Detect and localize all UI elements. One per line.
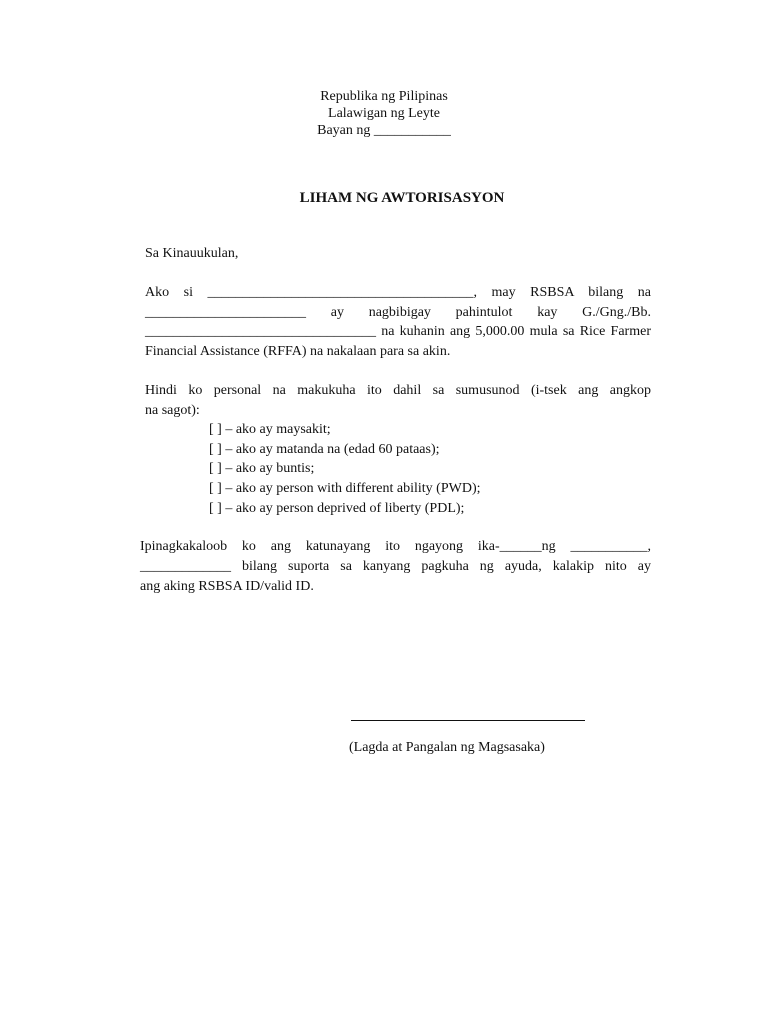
signature-line xyxy=(351,720,585,721)
checklist-item-pwd[interactable]: [ ] – ako ay person with different ability (PWD); xyxy=(209,481,481,497)
reason-checklist xyxy=(209,420,481,519)
header-province: Lalawigan ng Leyte xyxy=(328,106,440,121)
paragraph-line: na sagot): xyxy=(145,402,200,418)
letter-title: LIHAM NG AWTORISASYON xyxy=(299,190,505,206)
header-country: Republika ng Pilipinas xyxy=(320,89,448,104)
checklist-item-sick[interactable]: [ ] – ako ay maysakit; xyxy=(209,422,331,437)
signature-caption: (Lagda at Pangalan ng Magsasaka) xyxy=(349,740,545,755)
checklist-item-pdl[interactable]: [ ] – ako ay person deprived of liberty (PDL); xyxy=(209,500,465,516)
paragraph-line: Ako si ______________________________________, may RSBSA bilang na xyxy=(145,285,651,300)
authorization-paragraph xyxy=(145,283,651,361)
paragraph-line: _______________________ ay nagbibigay pahintulot kay G./Gng./Bb. xyxy=(145,304,651,320)
letter-header xyxy=(0,88,768,139)
paragraph-line: Ipinagkakaloob ko ang katunayang ito ngayong ika-______ng ___________, xyxy=(140,539,651,554)
attestation-paragraph xyxy=(140,537,651,596)
paragraph-line: _____________ bilang suporta sa kanyang pagkuha ng ayuda, kalakip nito ay xyxy=(140,558,651,574)
paragraph-line: Financial Assistance (RFFA) na nakalaan para sa akin. xyxy=(145,343,451,359)
paragraph-line: ang aking RSBSA ID/valid ID. xyxy=(140,578,314,594)
greeting: Sa Kinauukulan, xyxy=(145,246,239,261)
checklist-item-senior[interactable]: [ ] – ako ay matanda na (edad 60 pataas); xyxy=(209,441,440,457)
checklist-item-pregnant[interactable]: [ ] – ako ay buntis; xyxy=(209,461,315,477)
paragraph-line: _________________________________ na kuhanin ang 5,000.00 mula sa Rice Farmer xyxy=(145,324,651,340)
header-municipality: Bayan ng ___________ xyxy=(317,123,451,138)
paragraph-line: Hindi ko personal na makukuha ito dahil sa sumusunod (i-tsek ang angkop xyxy=(145,383,651,398)
reason-paragraph xyxy=(145,381,651,420)
